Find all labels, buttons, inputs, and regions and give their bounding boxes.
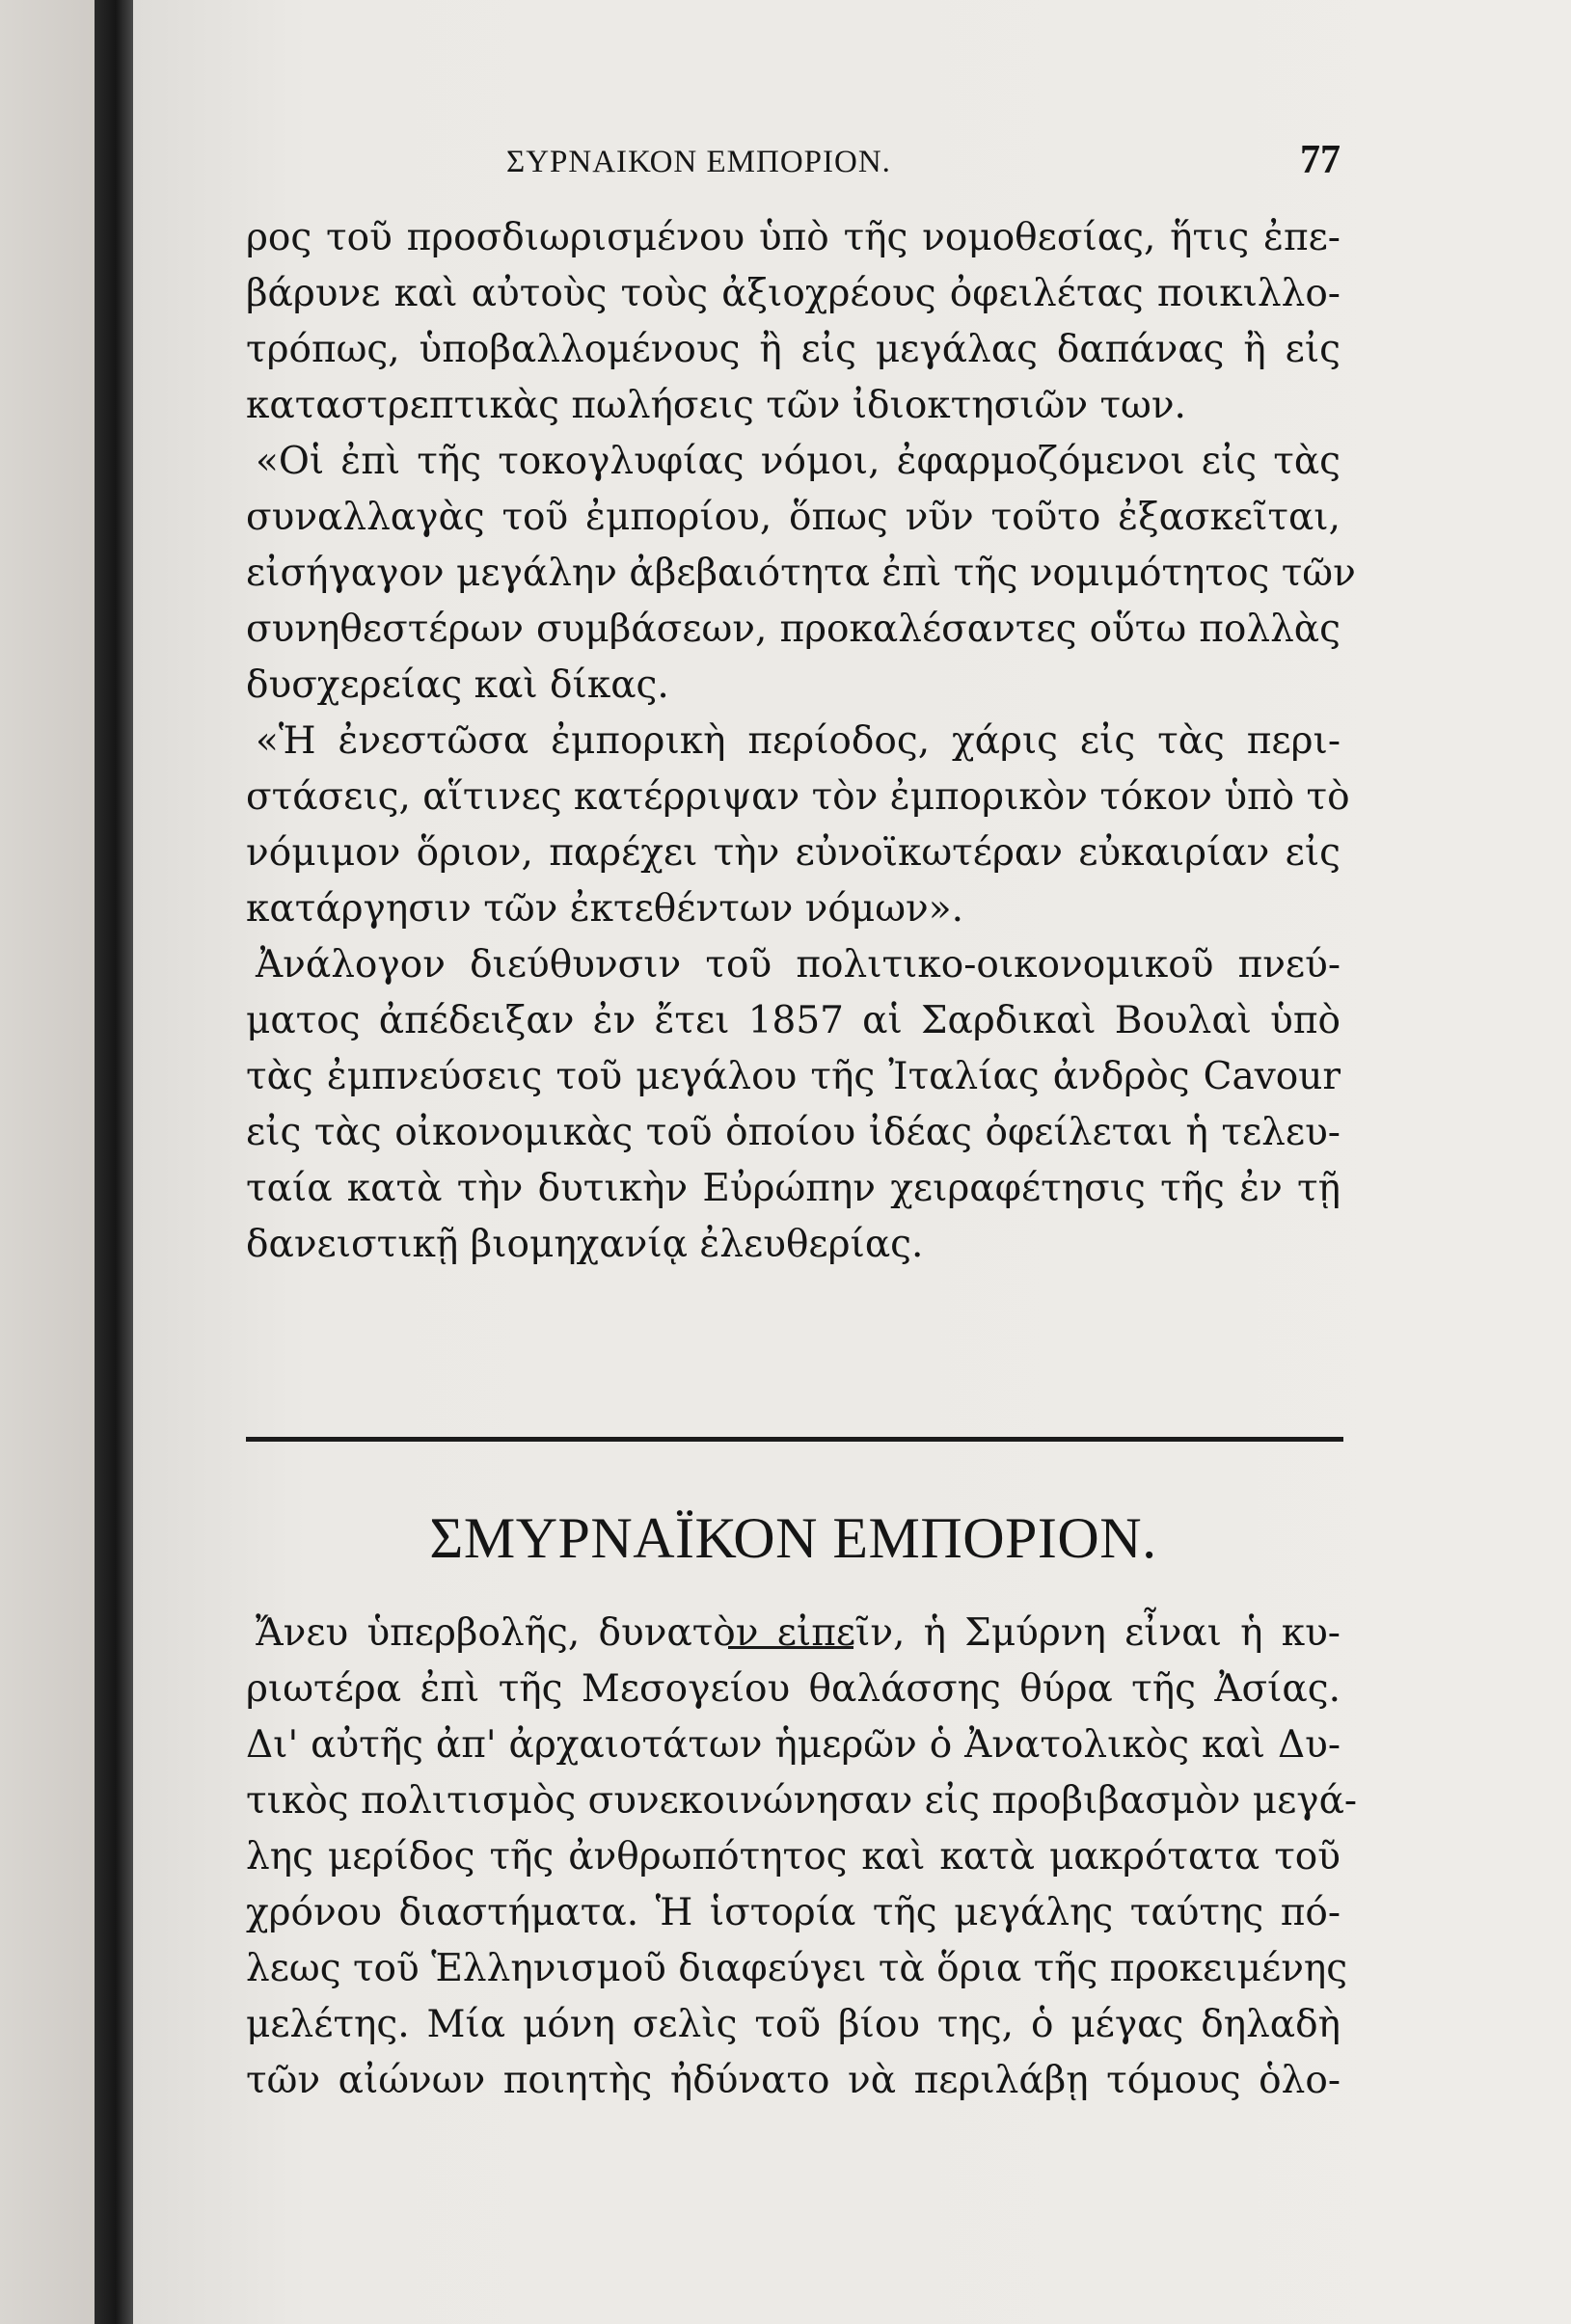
text-line: νόμιμον ὅριον, παρέχει τὴν εὐνοϊκωτέραν εὐκαιρίαν εἰς [246,831,1341,875]
text-line: συνηθεστέρων συμβάσεων, προκαλέσαντες οὕτω πολλὰς [246,608,1341,651]
text-line: δανειστικῇ βιομηχανίᾳ ἐλευθερίας. [246,1223,924,1266]
text-line: εἰσήγαγον μεγάλην ἀβεβαιότητα ἐπὶ τῆς νομιμότητος τῶν [246,552,1356,595]
text-line: βάρυνε καὶ αὐτοὺς τοὺς ἀξιοχρέους ὀφειλέτας ποικιλλο- [246,272,1341,315]
text-line: «Ἡ ἐνεστῶσα ἐμπορικὴ περίοδος, χάρις εἰς τὰς περι- [256,719,1341,763]
text-line: Ἀνάλογον διεύθυνσιν τοῦ πολιτικο-οικονομικοῦ πνεύ- [256,943,1341,986]
page-number: 77 [1300,138,1341,182]
text-line: δυσχερείας καὶ δίκας. [246,663,669,707]
text-block-continuation [246,210,1356,1273]
text-line: εἰς τὰς οἰκονομικὰς τοῦ ὁποίου ἰδέας ὀφείλεται ἡ τελευ- [246,1111,1341,1154]
running-title: ΣΥΡΝΑΙΚΟΝ ΕΜΠΟΡΙΟΝ. [506,145,891,179]
text-line: Ἄνευ ὑπερβολῆς, δυνατὸν εἰπεῖν, ἡ Σμύρνη εἶναι ἡ κυ- [256,1611,1341,1655]
text-line: καταστρεπτικὰς πωλήσεις τῶν ἰδιοκτησιῶν των. [246,384,1186,427]
text-line: ριωτέρα ἐπὶ τῆς Μεσογείου θαλάσσης θύρα τῆς Ἀσίας. [246,1667,1341,1711]
text-block-section [246,1606,1358,2109]
section-heading: ΣΜΥΡΝΑΪΚΟΝ ΕΜΠΟΡΙΟΝ. [429,1506,1157,1570]
text-line: χρόνου διαστήματα. Ἡ ἱστορία τῆς μεγάλης ταύτης πό- [246,1891,1341,1934]
text-line: στάσεις, αἵτινες κατέρριψαν τὸν ἐμπορικὸν τόκον ὑπὸ τὸ [246,775,1350,819]
text-line: ματος ἀπέδειξαν ἐν ἔτει 1857 αἱ Σαρδικαὶ Βουλαὶ ὑπὸ [246,999,1341,1042]
running-head [246,138,1341,193]
text-line: ταία κατὰ τὴν δυτικὴν Εὐρώπην χειραφέτησις τῆς ἐν τῇ [246,1167,1341,1210]
text-line: συναλλαγὰς τοῦ ἐμπορίου, ὅπως νῦν τοῦτο ἐξασκεῖται, [246,496,1341,539]
text-line: λεως τοῦ Ἑλληνισμοῦ διαφεύγει τὰ ὅρια τῆς προκειμένης [246,1947,1348,1990]
text-line: κατάργησιν τῶν ἐκτεθέντων νόμων». [246,887,963,931]
section-divider-rule [246,1437,1343,1442]
text-line: λης μερίδος τῆς ἀνθρωπότητος καὶ κατὰ μακρότατα τοῦ [246,1835,1341,1878]
text-line: ρος τοῦ προσδιωρισμένου ὑπὸ τῆς νομοθεσίας, ἥτις ἐπε- [246,216,1341,259]
page-gutter [0,0,95,2324]
text-line: τῶν αἰώνων ποιητὴς ἠδύνατο νὰ περιλάβῃ τόμους ὁλο- [246,2059,1341,2102]
text-line: τικὸς πολιτισμὸς συνεκοινώνησαν εἰς προβιβασμὸν μεγά- [246,1779,1358,1823]
text-line: «Οἱ ἐπὶ τῆς τοκογλυφίας νόμοι, ἐφαρμοζόμενοι εἰς τὰς [256,440,1341,483]
text-line: μελέτης. Μία μόνη σελὶς τοῦ βίου της, ὁ μέγας δηλαδὴ [246,2003,1341,2046]
text-line: τὰς ἐμπνεύσεις τοῦ μεγάλου τῆς Ἰταλίας ἀνδρὸς Cavour [246,1055,1341,1098]
text-line: τρόπως, ὑποβαλλομένους ἢ εἰς μεγάλας δαπάνας ἢ εἰς [246,328,1341,371]
text-line: Δι' αὐτῆς ἀπ' ἀρχαιοτάτων ἡμερῶν ὁ Ἀνατολικὸς καὶ Δυ- [246,1723,1341,1767]
book-spine [95,0,133,2324]
